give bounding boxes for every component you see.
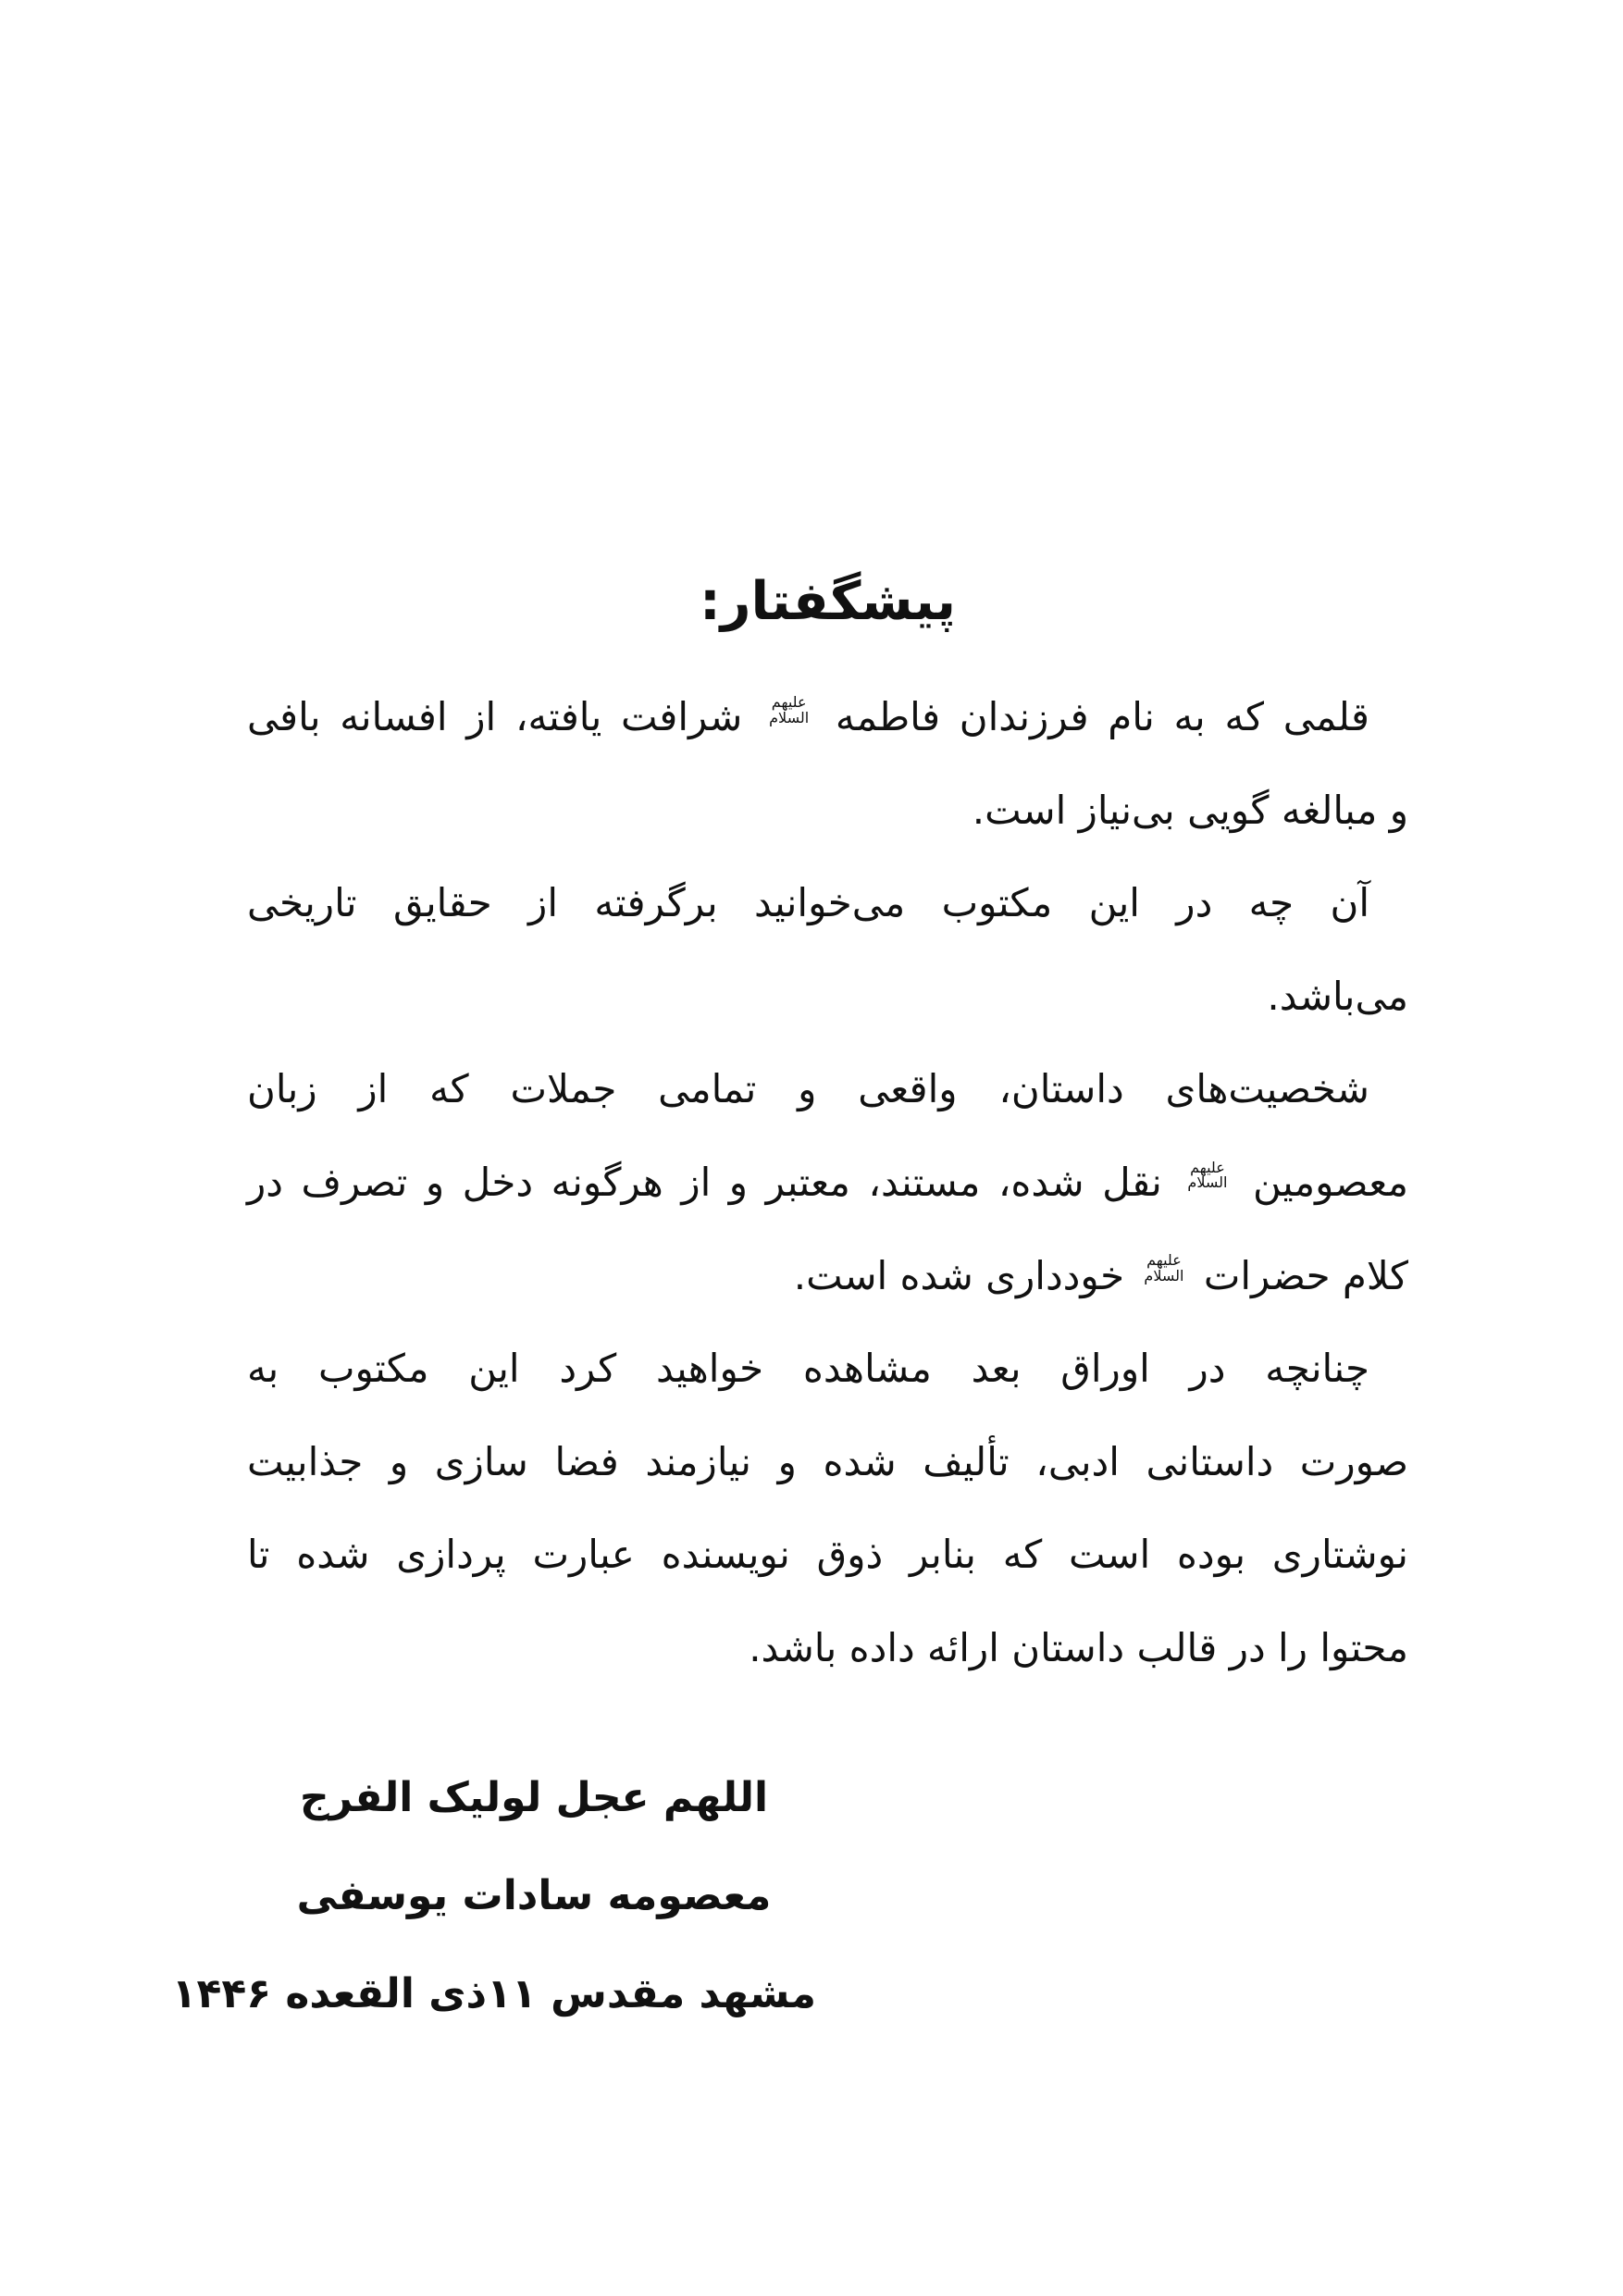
text-segment: نوشتاری بوده است که بنابر ذوق نویسنده عبارت پردازی شده تا bbox=[247, 1532, 1408, 1578]
honorific-bottom-text: السلام bbox=[769, 708, 810, 726]
page-title: پیشگفتار: bbox=[699, 571, 957, 632]
honorific-bottom-text: السلام bbox=[1144, 1267, 1184, 1285]
signature-place-date: مشهد مقدس ۱۱ذی القعده ۱۴۴۶ bbox=[171, 1970, 816, 2017]
honorific-bottom-text: السلام bbox=[1187, 1173, 1228, 1192]
text-segment: محتوا را در قالب داستان ارائه داده باشد. bbox=[749, 1624, 1408, 1670]
paragraph-2-line-2 bbox=[247, 950, 1408, 1044]
paragraph-4-line-1 bbox=[247, 1322, 1408, 1416]
text-segment: معصومین bbox=[1252, 1159, 1408, 1205]
honorific-top-text: علیهم bbox=[771, 692, 807, 711]
text-segment: قلمی که به نام فرزندان فاطمه bbox=[835, 694, 1369, 739]
text-segment: آن چه در این مکتوب می‌خوانید برگرفته از حقایق تاریخی bbox=[247, 880, 1369, 926]
text-segment: نقل شده، مستند، معتبر و از هرگونه دخل و تصرف در bbox=[247, 1159, 1162, 1205]
signature-block bbox=[171, 1749, 816, 2043]
paragraph-3-line-1 bbox=[247, 1043, 1408, 1136]
paragraph-3-line-2 bbox=[247, 1136, 1408, 1230]
honorific-top-text: علیهم bbox=[1146, 1251, 1182, 1270]
paragraph-4-line-4 bbox=[247, 1602, 1408, 1695]
paragraph-4-line-3 bbox=[247, 1508, 1408, 1602]
honorific-alayhim-assalam-icon bbox=[769, 692, 810, 726]
honorific-alayhim-assalam-icon bbox=[1144, 1253, 1183, 1285]
text-segment: شرافت یافته، از افسانه بافی bbox=[247, 694, 743, 739]
text-segment: صورت داستانی ادبی، تألیف شده و نیازمند فضا سازی و جذابیت bbox=[247, 1438, 1408, 1484]
paragraph-3-line-3 bbox=[247, 1230, 1408, 1323]
signature-author-name: معصومه سادات یوسفی bbox=[296, 1872, 772, 1919]
text-segment: چنانچه در اوراق بعد مشاهده خواهید کرد این مکتوب به bbox=[247, 1346, 1369, 1392]
text-segment: خودداری شده است. bbox=[793, 1252, 1125, 1298]
text-segment: می‌باشد. bbox=[1267, 973, 1408, 1019]
text-segment: و مبالغه گویی بی‌نیاز است. bbox=[972, 787, 1408, 833]
paragraph-1-line-1 bbox=[247, 671, 1408, 764]
paragraph-2-line-1 bbox=[247, 857, 1408, 950]
honorific-top-text: علیهم bbox=[1190, 1158, 1225, 1176]
paragraph-1-line-2 bbox=[247, 764, 1408, 858]
text-segment: کلام حضرات bbox=[1203, 1252, 1408, 1298]
signature-dua-line: اللهم عجل لولیک الفرج bbox=[299, 1774, 769, 1821]
text-segment: شخصیت‌های داستان، واقعی و تمامی جملات که از زبان bbox=[247, 1066, 1369, 1112]
paragraph-4-line-2 bbox=[247, 1416, 1408, 1509]
honorific-alayhim-assalam-icon bbox=[1187, 1160, 1227, 1192]
preface-body bbox=[247, 671, 1408, 1695]
